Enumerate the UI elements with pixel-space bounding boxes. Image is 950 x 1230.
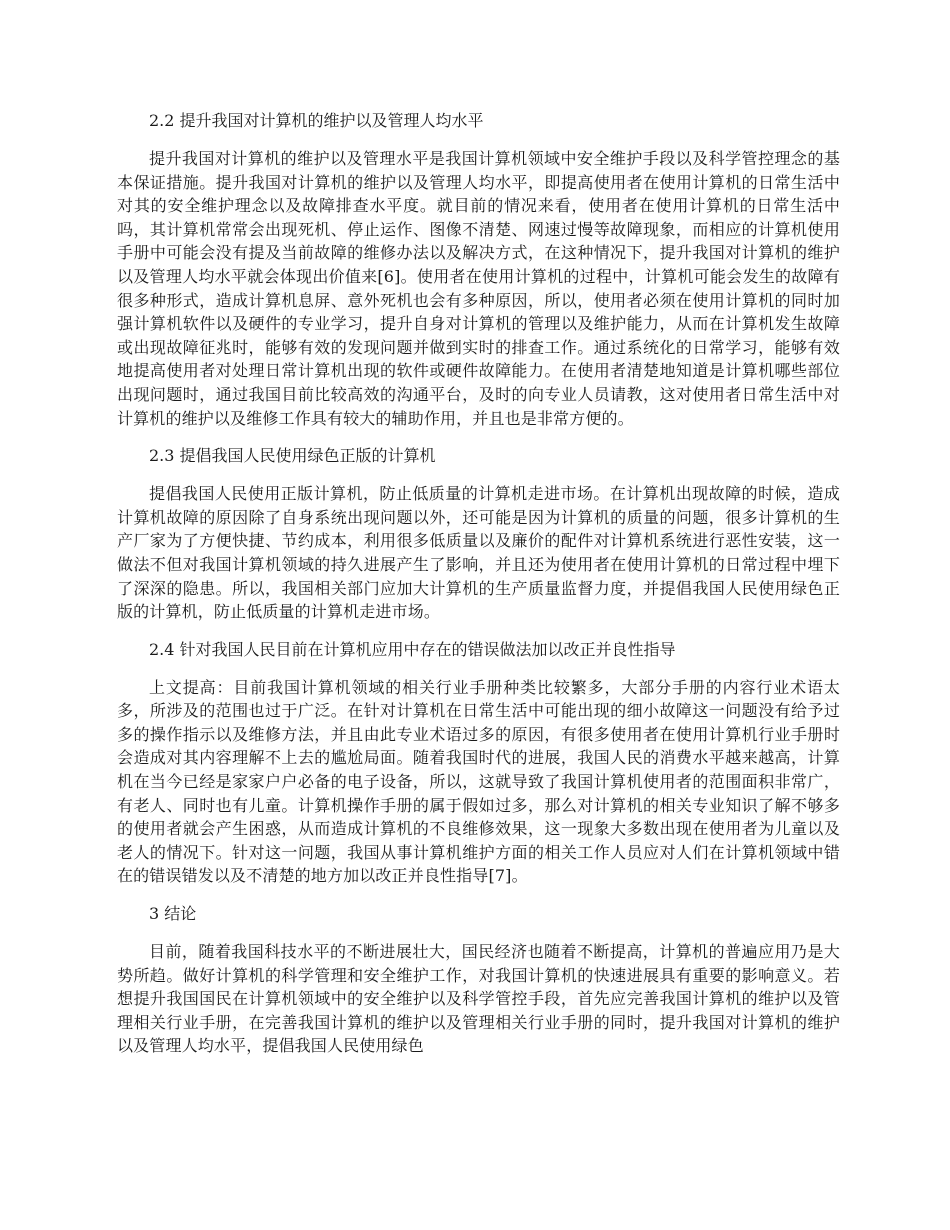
section-heading: 3 结论 (149, 904, 197, 924)
section-3-conclusion (117, 901, 840, 1058)
section-heading: 2.4 针对我国人民目前在计算机应用中存在的错误做法加以改正并良性指导 (149, 639, 676, 659)
section-heading: 2.2 提升我国对计算机的维护以及管理人均水平 (149, 111, 484, 130)
section-heading: 2.3 提倡我国人民使用绿色正版的计算机 (149, 446, 436, 466)
section-paragraph: 提升我国对计算机的维护以及管理水平是我国计算机领域中安全维护手段以及科学管控理念的基本保证措施。提升我国对计算机的维护以及管理人均水平，即提高使用者在使用计算机的日常生活中对其的安全维护理念以及故障排查水平度。就目前的情况来看，使用者在使用计算机的日常生活中吗，其计算机常常会出现死机、停止运作、图像不清楚、网速过慢等故障现象，而相应的计算机使用手册中可能会没有提及当前故障的维修办法以及解决方式，在这种情况下，提升我国对计算机的维护以及管理人均水平就会体现出价值来[6]。使用者在使用计算机的过程中，计算机可能会发生的故障有很多种形式，造成计算机息屏、意外死机也会有多种原因，所以，使用者必须在使用计算机的同时加强计算机软件以及硬件的专业学习，提升自身对计算机的管理以及维护能力，从而在计算机发生故障或出现故障征兆时，能够有效的发现问题并做到实时的排查工作。通过系统化的日常学习，能够有效地提高使用者对处理日常计算机出现的软件或硬件故障能力。在使用者清楚地知道是计算机哪些部位出现问题时，通过我国目前比较高效的沟通平台，及时的向专业人员请教，这对使用者日常生活中对计算机的维护以及维修工作具有较大的辅助作用，并且也是非常方便的。 (117, 149, 840, 428)
document-page (117, 108, 840, 1071)
section-paragraph: 目前，随着我国科技水平的不断进展壮大，国民经济也随着不断提高，计算机的普遍应用乃是大势所趋。做好计算机的科学管理和安全维护工作，对我国计算机的快速进展具有重要的影响意义。若想提升我国国民在计算机领域中的安全维护以及科学管控手段，首先应完善我国计算机的维护以及管理相关行业手册，在完善我国计算机的维护以及管理相关行业手册的同时，提升我国对计算机的维护以及管理人均水平，提倡我国人民使用绿色 (117, 942, 840, 1056)
section-2-2 (117, 108, 840, 430)
section-2-3 (117, 443, 840, 624)
section-paragraph: 提倡我国人民使用正版计算机，防止低质量的计算机走进市场。在计算机出现故障的时候，造成计算机故障的原因除了自身系统出现问题以外，还可能是因为计算机的质量的问题，很多计算机的生产厂家为了方便快捷、节约成本，利用很多低质量以及廉价的配件对计算机系统进行恶性安装，这一做法不但对我国计算机领域的持久进展产生了影响，并且还为使用者在使用计算机的日常过程中埋下了深深的隐患。所以，我国相关部门应加大计算机的生产质量监督力度，并提倡我国人民使用绿色正版的计算机，防止低质量的计算机走进市场。 (117, 484, 840, 622)
section-2-4 (117, 637, 840, 888)
section-paragraph: 上文提高：目前我国计算机领域的相关行业手册种类比较繁多，大部分手册的内容行业术语太多，所涉及的范围也过于广泛。在针对计算机在日常生活中可能出现的细小故障这一问题没有给予过多的操作指示以及维修方法，并且由此专业术语过多的原因，有很多使用者在使用计算机行业手册时会造成对其内容理解不上去的尴尬局面。随着我国时代的进展，我国人民的消费水平越来越高，计算机在当今已经是家家户户必备的电子设备，所以，这就导致了我国计算机使用者的范围面积非常广，有老人、同时也有儿童。计算机操作手册的属于假如过多，那么对计算机的相关专业知识了解不够多的使用者就会产生困惑，从而造成计算机的不良维修效果，这一现象大多数出现在使用者为儿童以及老人的情况下。针对这一问题，我国从事计算机维护方面的相关工作人员应对人们在计算机领域中错在的错误错发以及不清楚的地方加以改正并良性指导[7]。 (117, 677, 840, 886)
